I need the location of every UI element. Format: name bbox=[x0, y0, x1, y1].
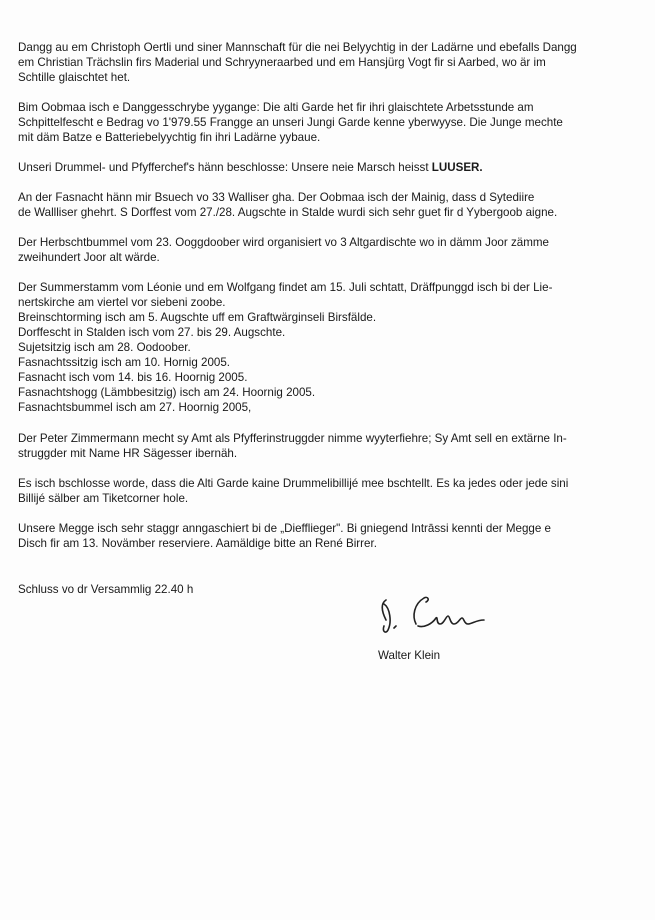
paragraph-tickets: Es isch bschlosse worde, dass die Alti Garde kaine Drummelibillijé mee bschtellt. Es ka jedes oder jede sini Billijé sälber am Tiketcorner hole. bbox=[18, 477, 569, 505]
paragraph-thanks: Dangg au em Christoph Oertli und siner Mannschaft für die nei Belyychtig in der Ladärne und ebefalls Dangg em Christian Trächslin firs Maderial und Schryyneraarbed und em Hansjürg Vogt fir si Aarbed, wo är im Schtille glaischtet het. bbox=[18, 41, 577, 84]
letter-body bbox=[18, 40, 638, 566]
march-name: LUUSER. bbox=[431, 161, 483, 174]
paragraph-march bbox=[18, 160, 638, 175]
paragraph-instructor: Der Peter Zimmermann mecht sy Amt als Pfyfferinstruggder nimme wyyterfiehre; Sy Amt sell en extärne In- struggder mit Name HR Sägesser ibernäh. bbox=[18, 432, 567, 460]
paragraph-fasnacht-visit: An der Fasnacht hänn mir Bsuech vo 33 Walliser gha. Der Oobmaa isch der Mainig, dass d Sytediire de Wallliser ghehrt. S Dorffest vom 27./28. Augschte in Stalde wurdi sich sehr guet fir d Yybergoob aigne. bbox=[18, 191, 558, 219]
signature-graphic bbox=[372, 590, 542, 640]
list-item: Breinschtorming isch am 5. Augschte uff em Graftwärginseli Birsfälde. bbox=[18, 311, 377, 324]
list-item: Der Summerstamm vom Léonie und em Wolfgang findet am 15. Juli schtatt, Dräffpunggd isch bi der Lie- bbox=[18, 281, 553, 294]
paragraph-donation: Bim Oobmaa isch e Danggesschrybe yygange: Die alti Garde het fir ihri glaischtete Arbetsstunde am Schpittelfescht e Bedrag vo 1'979.55 Frangge an unseri Jungi Garde kenne yberwyyse. Die Junge mechte mit däm Batze e Batteriebelyychtig fin ihri Ladärne yybaue. bbox=[18, 101, 563, 144]
closing-line: Schluss vo dr Versammlig 22.40 h bbox=[18, 583, 194, 596]
list-item: Sujetsitzig isch am 28. Oodoober. bbox=[18, 341, 191, 354]
paragraph-megge: Unsere Megge isch sehr staggr anngaschiert bi de „Diefflieger". Bi gniegend Intrāssi kennti der Megge e Disch fir am 13. Novämber reserviere. Aamäldige bitte an René Birrer. bbox=[18, 522, 552, 550]
list-item: Fasnachtssitzig isch am 10. Hornig 2005. bbox=[18, 356, 231, 369]
march-sentence: Unseri Drummel- und Pfyfferchef's hänn beschlosse: Unsere neie Marsch heisst bbox=[18, 161, 432, 174]
list-item: Dorffescht in Stalden isch vom 27. bis 29. Augschte. bbox=[18, 326, 286, 339]
list-item: Fasnacht isch vom 14. bis 16. Hoornig 2005. bbox=[18, 371, 248, 384]
paragraph-herbschtbummel: Der Herbschtbummel vom 23. Ooggdoober wird organisiert vo 3 Altgardischte wo in dämm Joor zämme zweihundert Joor alt wärde. bbox=[18, 236, 549, 264]
list-item: Fasnachtsbummel isch am 27. Hoornig 2005, bbox=[18, 401, 252, 414]
event-list bbox=[18, 280, 638, 415]
list-item: nertskirche am viertel vor siebeni zoobe. bbox=[18, 296, 226, 309]
signer-name: Walter Klein bbox=[378, 649, 441, 662]
list-item: Fasnachtshogg (Lämbbesitzig) isch am 24. Hoornig 2005. bbox=[18, 386, 316, 399]
